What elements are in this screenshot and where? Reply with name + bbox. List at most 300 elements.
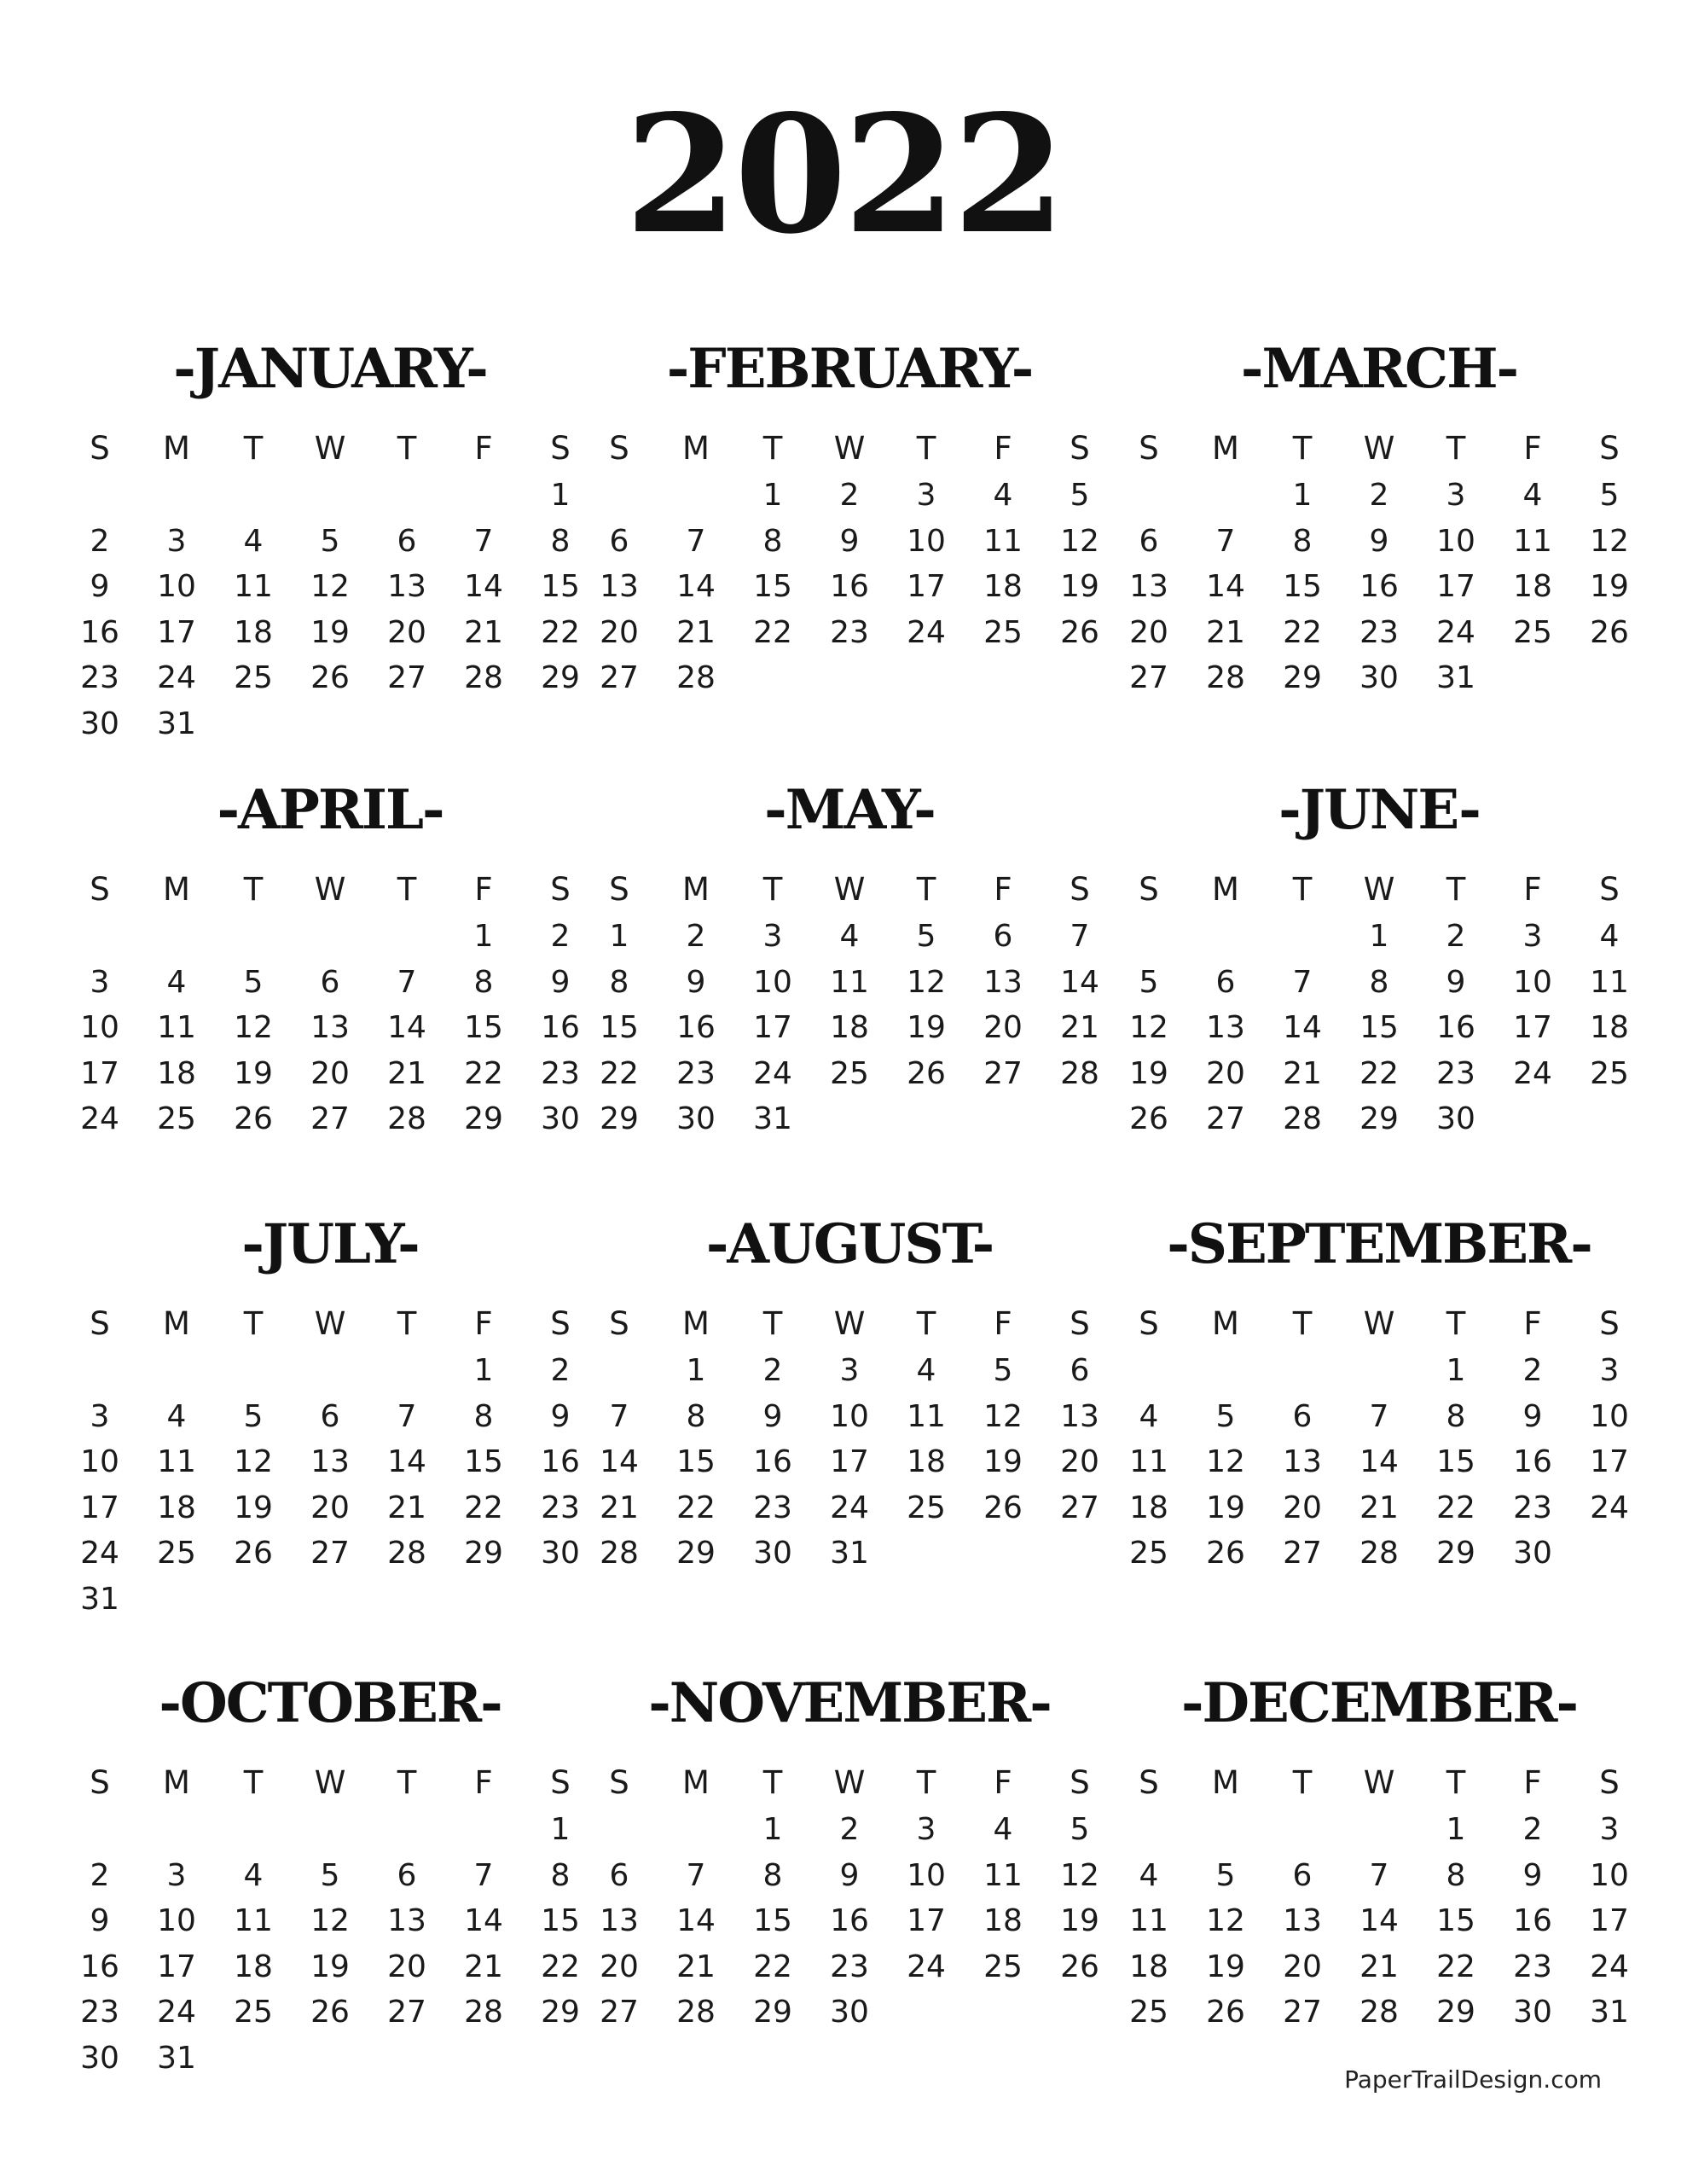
day-number: 5 xyxy=(1139,964,1159,1000)
day-number: 4 xyxy=(1599,919,1620,954)
day-number: 17 xyxy=(80,1490,119,1525)
day-number: 17 xyxy=(753,1010,792,1045)
weekday-label: M xyxy=(682,871,710,908)
day-number: 13 xyxy=(310,1444,350,1479)
day-number: 23 xyxy=(676,1055,716,1091)
day-number: 1 xyxy=(1292,478,1313,513)
day-number: 12 xyxy=(1060,523,1099,559)
month-title: -OCTOBER- xyxy=(159,1671,501,1735)
day-number: 14 xyxy=(1206,569,1245,604)
day-number: 25 xyxy=(157,1536,196,1571)
weekday-label: M xyxy=(163,1764,190,1801)
day-grid xyxy=(1110,473,1648,701)
weekday-label: M xyxy=(1212,1764,1239,1801)
day-number: 31 xyxy=(157,706,196,741)
day-number: 14 xyxy=(387,1010,426,1045)
day-number: 11 xyxy=(907,1398,946,1434)
day-grid xyxy=(1110,1807,1648,2036)
day-number: 27 xyxy=(983,1055,1023,1091)
day-number: 7 xyxy=(473,523,494,559)
day-number: 4 xyxy=(1139,1857,1159,1893)
day-number: 9 xyxy=(1369,523,1389,559)
day-number: 6 xyxy=(320,1398,340,1434)
weekday-label: T xyxy=(1292,430,1313,467)
month-title: -SEPTEMBER- xyxy=(1167,1212,1591,1276)
day-number: 25 xyxy=(1590,1055,1629,1091)
month-title: -FEBRUARY- xyxy=(666,337,1033,401)
weekday-header-row xyxy=(1110,1304,1648,1344)
month-block xyxy=(1110,337,1648,706)
day-number: 18 xyxy=(1513,569,1552,604)
day-number: 8 xyxy=(686,1398,706,1434)
day-number: 27 xyxy=(600,1995,639,2030)
day-number: 30 xyxy=(1359,660,1399,695)
day-number: 21 xyxy=(1206,614,1245,650)
empty-day-cell xyxy=(138,1348,215,1394)
weekday-label: T xyxy=(1446,1764,1466,1801)
day-number: 8 xyxy=(550,1857,571,1893)
day-number: 14 xyxy=(464,1903,503,1938)
empty-day-cell xyxy=(215,1807,292,1853)
day-number: 27 xyxy=(600,660,639,695)
day-number: 12 xyxy=(234,1444,273,1479)
day-number: 1 xyxy=(473,919,494,954)
day-number: 21 xyxy=(1359,1949,1399,1984)
day-number: 19 xyxy=(234,1055,273,1091)
day-number: 29 xyxy=(676,1536,716,1571)
month-block xyxy=(581,1212,1118,1582)
day-number: 21 xyxy=(676,1949,716,1984)
empty-day-cell xyxy=(1110,473,1187,519)
day-number: 19 xyxy=(310,614,350,650)
day-number: 7 xyxy=(397,964,417,1000)
weekday-label: F xyxy=(474,430,493,467)
day-number: 23 xyxy=(541,1490,580,1525)
day-number: 7 xyxy=(686,1857,706,1893)
day-number: 12 xyxy=(1206,1903,1245,1938)
day-number: 12 xyxy=(310,569,350,604)
weekday-label: S xyxy=(609,430,629,467)
day-number: 19 xyxy=(1060,569,1099,604)
day-number: 6 xyxy=(397,523,417,559)
weekday-header-row xyxy=(61,870,599,909)
weekday-label: M xyxy=(1212,1305,1239,1342)
weekday-label: W xyxy=(1363,430,1395,467)
day-grid xyxy=(1110,914,1648,1142)
weekday-label: T xyxy=(916,1764,936,1801)
day-number: 2 xyxy=(1522,1353,1543,1388)
weekday-label: M xyxy=(682,1305,710,1342)
day-number: 23 xyxy=(753,1490,792,1525)
weekday-label: T xyxy=(1446,871,1466,908)
day-number: 25 xyxy=(1129,1995,1168,2030)
day-number: 31 xyxy=(753,1101,792,1136)
day-number: 8 xyxy=(473,1398,494,1434)
day-number: 2 xyxy=(90,1857,110,1893)
weekday-label: W xyxy=(314,430,346,467)
day-number: 28 xyxy=(1206,660,1245,695)
day-number: 11 xyxy=(830,964,869,1000)
day-grid xyxy=(1110,1348,1648,1577)
empty-day-cell xyxy=(581,1807,658,1853)
day-number: 3 xyxy=(166,1857,187,1893)
day-number: 3 xyxy=(1446,478,1466,513)
day-number: 10 xyxy=(907,1857,946,1893)
day-number: 15 xyxy=(600,1010,639,1045)
day-number: 22 xyxy=(1436,1949,1475,1984)
day-number: 18 xyxy=(234,614,273,650)
weekday-label: T xyxy=(762,1305,783,1342)
day-number: 13 xyxy=(983,964,1023,1000)
day-number: 16 xyxy=(753,1444,792,1479)
day-number: 7 xyxy=(397,1398,417,1434)
day-number: 26 xyxy=(1060,614,1099,650)
day-number: 28 xyxy=(464,660,503,695)
month-title: -MAY- xyxy=(764,778,935,842)
day-number: 30 xyxy=(541,1101,580,1136)
empty-day-cell xyxy=(1187,914,1264,960)
day-grid xyxy=(61,914,599,1142)
empty-day-cell xyxy=(368,1807,445,1853)
day-number: 16 xyxy=(80,1949,119,1984)
day-number: 2 xyxy=(1369,478,1389,513)
day-number: 18 xyxy=(983,1903,1023,1938)
weekday-label: S xyxy=(1139,1305,1159,1342)
weekday-label: T xyxy=(762,430,783,467)
day-number: 3 xyxy=(839,1353,860,1388)
weekday-header-row xyxy=(1110,429,1648,468)
empty-day-cell xyxy=(61,914,138,960)
day-number: 26 xyxy=(1060,1949,1099,1984)
day-number: 27 xyxy=(1129,660,1168,695)
day-number: 11 xyxy=(1590,964,1629,1000)
weekday-label: M xyxy=(1212,871,1239,908)
day-number: 13 xyxy=(1206,1010,1245,1045)
weekday-label: T xyxy=(916,1305,936,1342)
empty-day-cell xyxy=(292,1807,368,1853)
day-number: 3 xyxy=(90,1398,110,1434)
day-number: 22 xyxy=(753,1949,792,1984)
site-credit: PaperTrailDesign.com xyxy=(1344,2065,1602,2094)
day-number: 25 xyxy=(234,660,273,695)
empty-day-cell xyxy=(138,1807,215,1853)
empty-day-cell xyxy=(1264,914,1341,960)
day-number: 2 xyxy=(1446,919,1466,954)
day-number: 10 xyxy=(80,1010,119,1045)
day-number: 11 xyxy=(983,523,1023,559)
weekday-header-row xyxy=(581,1763,1118,1803)
weekday-label: F xyxy=(994,1305,1012,1342)
day-number: 17 xyxy=(1513,1010,1552,1045)
day-number: 30 xyxy=(541,1536,580,1571)
day-number: 10 xyxy=(80,1444,119,1479)
day-number: 1 xyxy=(762,478,783,513)
day-number: 10 xyxy=(1436,523,1475,559)
weekday-label: T xyxy=(1292,1764,1313,1801)
weekday-label: S xyxy=(609,871,629,908)
day-number: 27 xyxy=(310,1536,350,1571)
day-number: 15 xyxy=(1283,569,1322,604)
day-number: 5 xyxy=(243,964,264,1000)
weekday-label: F xyxy=(1523,1305,1542,1342)
empty-day-cell xyxy=(581,473,658,519)
weekday-label: S xyxy=(550,871,571,908)
empty-day-cell xyxy=(1110,1807,1187,1853)
day-number: 13 xyxy=(1283,1444,1322,1479)
day-number: 25 xyxy=(157,1101,196,1136)
weekday-label: S xyxy=(1599,1305,1620,1342)
day-number: 3 xyxy=(166,523,187,559)
month-block xyxy=(61,1671,599,2076)
weekday-label: F xyxy=(994,430,1012,467)
day-number: 2 xyxy=(839,1812,860,1847)
day-number: 19 xyxy=(983,1444,1023,1479)
weekday-label: T xyxy=(397,871,417,908)
weekday-header-row xyxy=(1110,1763,1648,1803)
month-title: -AUGUST- xyxy=(705,1212,994,1276)
day-number: 20 xyxy=(387,1949,426,1984)
day-number: 25 xyxy=(234,1995,273,2030)
day-number: 30 xyxy=(1436,1101,1475,1136)
weekday-label: W xyxy=(1363,1305,1395,1342)
day-number: 20 xyxy=(983,1010,1023,1045)
day-number: 16 xyxy=(830,569,869,604)
day-number: 25 xyxy=(907,1490,946,1525)
day-number: 10 xyxy=(753,964,792,1000)
weekday-label: T xyxy=(1446,1305,1466,1342)
month-block xyxy=(1110,1671,1648,2041)
day-number: 2 xyxy=(550,1353,571,1388)
day-number: 7 xyxy=(473,1857,494,1893)
empty-day-cell xyxy=(1341,1807,1417,1853)
weekday-label: S xyxy=(1139,430,1159,467)
day-number: 18 xyxy=(830,1010,869,1045)
day-number: 3 xyxy=(762,919,783,954)
day-number: 23 xyxy=(1513,1490,1552,1525)
weekday-label: W xyxy=(314,1305,346,1342)
weekday-label: F xyxy=(994,1764,1012,1801)
day-number: 18 xyxy=(907,1444,946,1479)
day-number: 22 xyxy=(464,1490,503,1525)
day-number: 4 xyxy=(1139,1398,1159,1434)
day-number: 31 xyxy=(830,1536,869,1571)
day-number: 5 xyxy=(320,523,340,559)
month-block xyxy=(61,1212,599,1617)
day-number: 17 xyxy=(830,1444,869,1479)
day-number: 7 xyxy=(1369,1398,1389,1434)
day-number: 26 xyxy=(234,1101,273,1136)
month-title: -JUNE- xyxy=(1278,778,1480,842)
day-number: 27 xyxy=(1283,1536,1322,1571)
day-number: 3 xyxy=(1599,1812,1620,1847)
day-number: 18 xyxy=(1129,1490,1168,1525)
day-grid xyxy=(61,1807,599,2081)
day-number: 24 xyxy=(157,1995,196,2030)
empty-day-cell xyxy=(215,1348,292,1394)
day-number: 23 xyxy=(1436,1055,1475,1091)
day-number: 20 xyxy=(1283,1490,1322,1525)
day-number: 14 xyxy=(387,1444,426,1479)
day-number: 8 xyxy=(762,1857,783,1893)
day-number: 9 xyxy=(550,1398,571,1434)
weekday-label: T xyxy=(397,1305,417,1342)
day-number: 3 xyxy=(1599,1353,1620,1388)
weekday-label: T xyxy=(916,430,936,467)
day-number: 19 xyxy=(907,1010,946,1045)
day-number: 15 xyxy=(1359,1010,1399,1045)
day-number: 13 xyxy=(310,1010,350,1045)
day-number: 26 xyxy=(1590,614,1629,650)
month-block xyxy=(1110,778,1648,1147)
day-number: 25 xyxy=(983,614,1023,650)
empty-day-cell xyxy=(658,473,734,519)
day-number: 6 xyxy=(397,1857,417,1893)
day-number: 24 xyxy=(907,1949,946,1984)
empty-day-cell xyxy=(1187,1807,1264,1853)
day-grid xyxy=(581,914,1118,1142)
month-block xyxy=(61,337,599,741)
day-number: 21 xyxy=(464,614,503,650)
day-number: 26 xyxy=(310,1995,350,2030)
day-number: 29 xyxy=(541,1995,580,2030)
day-number: 4 xyxy=(993,478,1013,513)
day-number: 3 xyxy=(916,1812,936,1847)
empty-day-cell xyxy=(215,914,292,960)
day-number: 17 xyxy=(157,614,196,650)
day-number: 15 xyxy=(753,569,792,604)
day-number: 28 xyxy=(387,1536,426,1571)
day-number: 9 xyxy=(1446,964,1466,1000)
day-number: 10 xyxy=(157,1903,196,1938)
day-number: 28 xyxy=(676,1995,716,2030)
empty-day-cell xyxy=(61,1807,138,1853)
day-number: 7 xyxy=(1070,919,1090,954)
day-number: 13 xyxy=(1283,1903,1322,1938)
month-title: -NOVEMBER- xyxy=(648,1671,1051,1735)
day-number: 15 xyxy=(541,569,580,604)
day-number: 24 xyxy=(157,660,196,695)
weekday-label: S xyxy=(90,430,110,467)
day-number: 7 xyxy=(1369,1857,1389,1893)
day-number: 2 xyxy=(686,919,706,954)
empty-day-cell xyxy=(1341,1348,1417,1394)
day-number: 19 xyxy=(310,1949,350,1984)
day-number: 11 xyxy=(983,1857,1023,1893)
weekday-label: F xyxy=(474,1764,493,1801)
day-number: 27 xyxy=(310,1101,350,1136)
day-number: 12 xyxy=(234,1010,273,1045)
day-number: 1 xyxy=(1446,1812,1466,1847)
day-number: 7 xyxy=(1215,523,1236,559)
weekday-label: T xyxy=(243,430,264,467)
weekday-label: W xyxy=(833,1305,866,1342)
weekday-header-row xyxy=(61,1763,599,1803)
day-number: 5 xyxy=(320,1857,340,1893)
weekday-label: F xyxy=(994,871,1012,908)
day-number: 28 xyxy=(1359,1995,1399,2030)
day-number: 7 xyxy=(1292,964,1313,1000)
day-number: 11 xyxy=(1129,1444,1168,1479)
day-number: 29 xyxy=(1436,1995,1475,2030)
day-number: 29 xyxy=(1283,660,1322,695)
day-number: 13 xyxy=(1060,1398,1099,1434)
day-number: 13 xyxy=(600,1903,639,1938)
month-title: -MARCH- xyxy=(1240,337,1518,401)
day-number: 17 xyxy=(1590,1444,1629,1479)
day-number: 9 xyxy=(839,1857,860,1893)
day-number: 26 xyxy=(1206,1536,1245,1571)
day-number: 15 xyxy=(753,1903,792,1938)
day-number: 25 xyxy=(830,1055,869,1091)
day-number: 17 xyxy=(1436,569,1475,604)
day-number: 13 xyxy=(600,569,639,604)
day-number: 1 xyxy=(686,1353,706,1388)
empty-day-cell xyxy=(138,473,215,519)
weekday-label: S xyxy=(609,1305,629,1342)
day-number: 28 xyxy=(1359,1536,1399,1571)
weekday-label: T xyxy=(397,1764,417,1801)
empty-day-cell xyxy=(1264,1807,1341,1853)
day-number: 12 xyxy=(907,964,946,1000)
weekday-label: S xyxy=(1070,430,1090,467)
day-number: 28 xyxy=(676,660,716,695)
day-number: 18 xyxy=(983,569,1023,604)
day-number: 25 xyxy=(1513,614,1552,650)
day-number: 10 xyxy=(907,523,946,559)
calendar-year-title: 2022 xyxy=(624,79,1063,270)
day-number: 28 xyxy=(600,1536,639,1571)
day-number: 6 xyxy=(609,523,629,559)
month-block xyxy=(581,778,1118,1147)
day-number: 30 xyxy=(753,1536,792,1571)
weekday-label: F xyxy=(1523,430,1542,467)
day-number: 14 xyxy=(1283,1010,1322,1045)
day-number: 6 xyxy=(993,919,1013,954)
day-number: 10 xyxy=(1590,1398,1629,1434)
weekday-label: T xyxy=(243,1764,264,1801)
weekday-label: W xyxy=(314,1764,346,1801)
month-title: -JULY- xyxy=(241,1212,419,1276)
empty-day-cell xyxy=(368,473,445,519)
day-number: 19 xyxy=(1060,1903,1099,1938)
day-number: 6 xyxy=(320,964,340,1000)
weekday-label: S xyxy=(1070,871,1090,908)
day-number: 16 xyxy=(80,614,119,650)
weekday-label: T xyxy=(397,430,417,467)
day-number: 11 xyxy=(157,1444,196,1479)
month-block xyxy=(581,1671,1118,2041)
weekday-label: T xyxy=(1446,430,1466,467)
day-number: 24 xyxy=(80,1101,119,1136)
day-number: 19 xyxy=(1206,1949,1245,1984)
empty-day-cell xyxy=(292,1348,368,1394)
day-number: 5 xyxy=(1215,1398,1236,1434)
day-number: 12 xyxy=(1129,1010,1168,1045)
day-number: 2 xyxy=(550,919,571,954)
empty-day-cell xyxy=(292,473,368,519)
day-number: 24 xyxy=(1590,1490,1629,1525)
day-number: 29 xyxy=(464,1101,503,1136)
day-number: 20 xyxy=(1129,614,1168,650)
weekday-label: S xyxy=(1599,871,1620,908)
day-number: 1 xyxy=(550,1812,571,1847)
weekday-label: T xyxy=(762,871,783,908)
day-grid xyxy=(581,1348,1118,1577)
day-number: 9 xyxy=(90,569,110,604)
month-block xyxy=(581,337,1118,706)
weekday-label: W xyxy=(314,871,346,908)
day-number: 15 xyxy=(464,1010,503,1045)
